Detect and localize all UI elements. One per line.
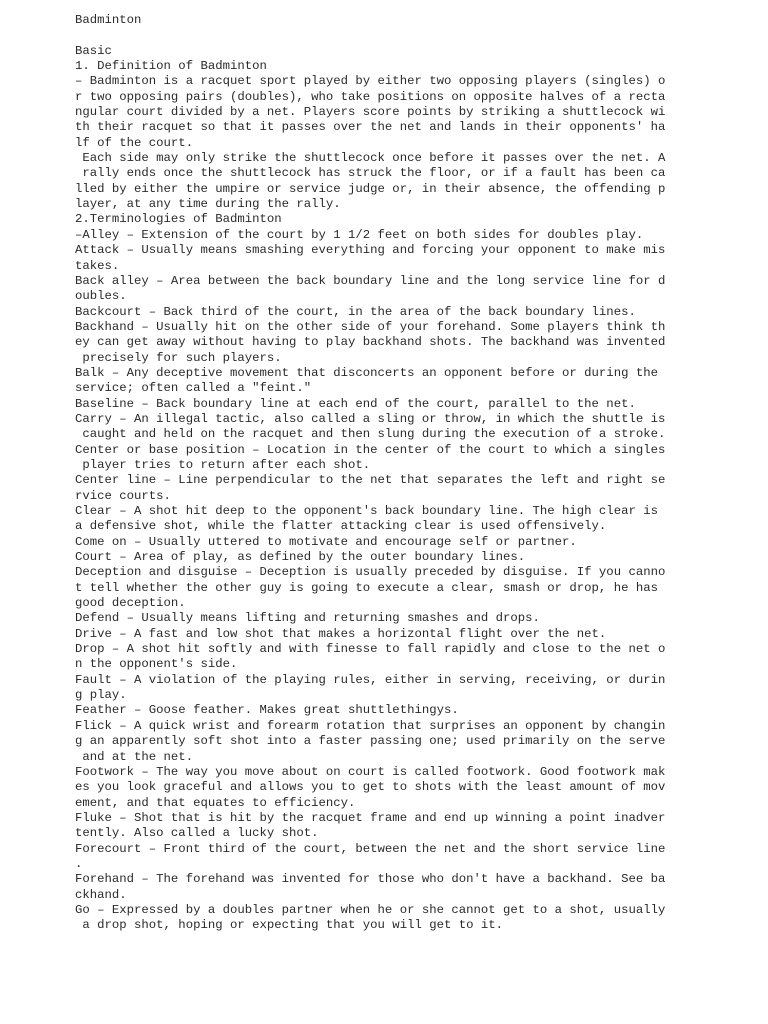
text-line: Go – Expressed by a doubles partner when he or she cannot get to a shot, usually: [75, 902, 666, 917]
text-line: Attack – Usually means smashing everything and forcing your opponent to make mis: [75, 243, 666, 258]
text-line: – Badminton is a racquet sport played by either two opposing players (singles) o: [75, 74, 666, 89]
text-line: Drive – A fast and low shot that makes a horizontal flight over the net.: [75, 626, 607, 641]
text-line: t tell whether the other guy is going to execute a clear, smash or drop, he has: [75, 580, 658, 595]
text-line: precisely for such players.: [75, 350, 282, 365]
text-line: .: [75, 856, 83, 871]
text-line: tently. Also called a lucky shot.: [75, 826, 319, 841]
text-line: service; often called a "feint.": [75, 381, 312, 396]
text-line: caught and held on the racquet and then slung during the execution of a stroke.: [75, 427, 666, 442]
text-line: es you look graceful and allows you to get to shots with the least amount of mov: [75, 780, 666, 795]
text-line: Backcourt – Back third of the court, in the area of the back boundary lines.: [75, 304, 636, 319]
text-line: Basic: [75, 43, 112, 58]
text-line: lf of the court.: [75, 135, 194, 150]
text-line: Court – Area of play, as defined by the outer boundary lines.: [75, 550, 526, 565]
text-line: Fluke – Shot that is hit by the racquet frame and end up winning a point inadver: [75, 810, 666, 825]
text-line: Deception and disguise – Deception is usually preceded by disguise. If you canno: [75, 565, 666, 580]
document-title: Badminton: [75, 13, 142, 27]
text-line: and at the net.: [75, 749, 194, 764]
text-line: oubles.: [75, 289, 127, 304]
text-line: Drop – A shot hit softly and with finesse to fall rapidly and close to the net o: [75, 642, 666, 657]
text-line: n the opponent's side.: [75, 657, 238, 672]
text-line: Each side may only strike the shuttlecock once before it passes over the net. A: [75, 151, 666, 166]
text-line: g an apparently soft shot into a faster passing one; used primarily on the serve: [75, 734, 666, 749]
text-line: ement, and that equates to efficiency.: [75, 795, 356, 810]
text-line: Forehand – The forehand was invented for those who don't have a backhand. See ba: [75, 872, 666, 887]
text-line: Fault – A violation of the playing rules, either in serving, receiving, or durin: [75, 672, 666, 687]
text-line: Defend – Usually means lifting and returning smashes and drops.: [75, 611, 540, 626]
text-line: Balk – Any deceptive movement that disconcerts an opponent before or during the: [75, 365, 658, 380]
text-line: ckhand.: [75, 887, 127, 902]
text-line: ey can get away without having to play backhand shots. The backhand was invented: [75, 335, 666, 350]
text-line: player tries to return after each shot.: [75, 457, 371, 472]
document-body: [75, 28, 755, 933]
text-line: Footwork – The way you move about on court is called footwork. Good footwork mak: [75, 764, 666, 779]
text-line: Come on – Usually uttered to motivate and encourage self or partner.: [75, 534, 577, 549]
text-line: good deception.: [75, 596, 186, 611]
text-line: Center or base position – Location in the center of the court to which a singles: [75, 442, 666, 457]
text-line: a defensive shot, while the flatter attacking clear is used offensively.: [75, 519, 607, 534]
text-line: g play.: [75, 688, 127, 703]
text-line: a drop shot, hoping or expecting that you will get to it.: [75, 918, 504, 933]
text-line: ngular court divided by a net. Players score points by striking a shuttlecock wi: [75, 105, 666, 120]
text-line: rally ends once the shuttlecock has struck the floor, or if a fault has been ca: [75, 166, 666, 181]
text-line: [75, 28, 755, 43]
text-line: r two opposing pairs (doubles), who take positions on opposite halves of a recta: [75, 89, 666, 104]
text-line: Clear – A shot hit deep to the opponent's back boundary line. The high clear is: [75, 504, 658, 518]
text-line: takes.: [75, 258, 120, 273]
text-line: Back alley – Area between the back boundary line and the long service line for d: [75, 273, 666, 288]
text-line: Feather – Goose feather. Makes great shuttlethingys.: [75, 703, 459, 718]
text-line: lled by either the umpire or service judge or, in their absence, the offending p: [75, 181, 666, 196]
text-line: 2.Terminologies of Badminton: [75, 212, 282, 227]
text-line: Forecourt – Front third of the court, between the net and the short service line: [75, 841, 666, 856]
text-line: –Alley – Extension of the court by 1 1/2 feet on both sides for doubles play.: [75, 227, 644, 242]
text-line: Baseline – Back boundary line at each end of the court, parallel to the net.: [75, 396, 636, 411]
text-line: Backhand – Usually hit on the other side of your forehand. Some players think th: [75, 319, 666, 334]
text-line: th their racquet so that it passes over the net and lands in their opponents' ha: [75, 120, 666, 135]
text-line: 1. Definition of Badminton: [75, 59, 267, 74]
text-line: Flick – A quick wrist and forearm rotation that surprises an opponent by changin: [75, 718, 666, 733]
document-page: [75, 13, 755, 934]
text-line: layer, at any time during the rally.: [75, 197, 341, 212]
text-line: Carry – An illegal tactic, also called a sling or throw, in which the shuttle is: [75, 411, 666, 426]
text-line: rvice courts.: [75, 488, 171, 503]
text-line: Center line – Line perpendicular to the net that separates the left and right se: [75, 473, 666, 488]
